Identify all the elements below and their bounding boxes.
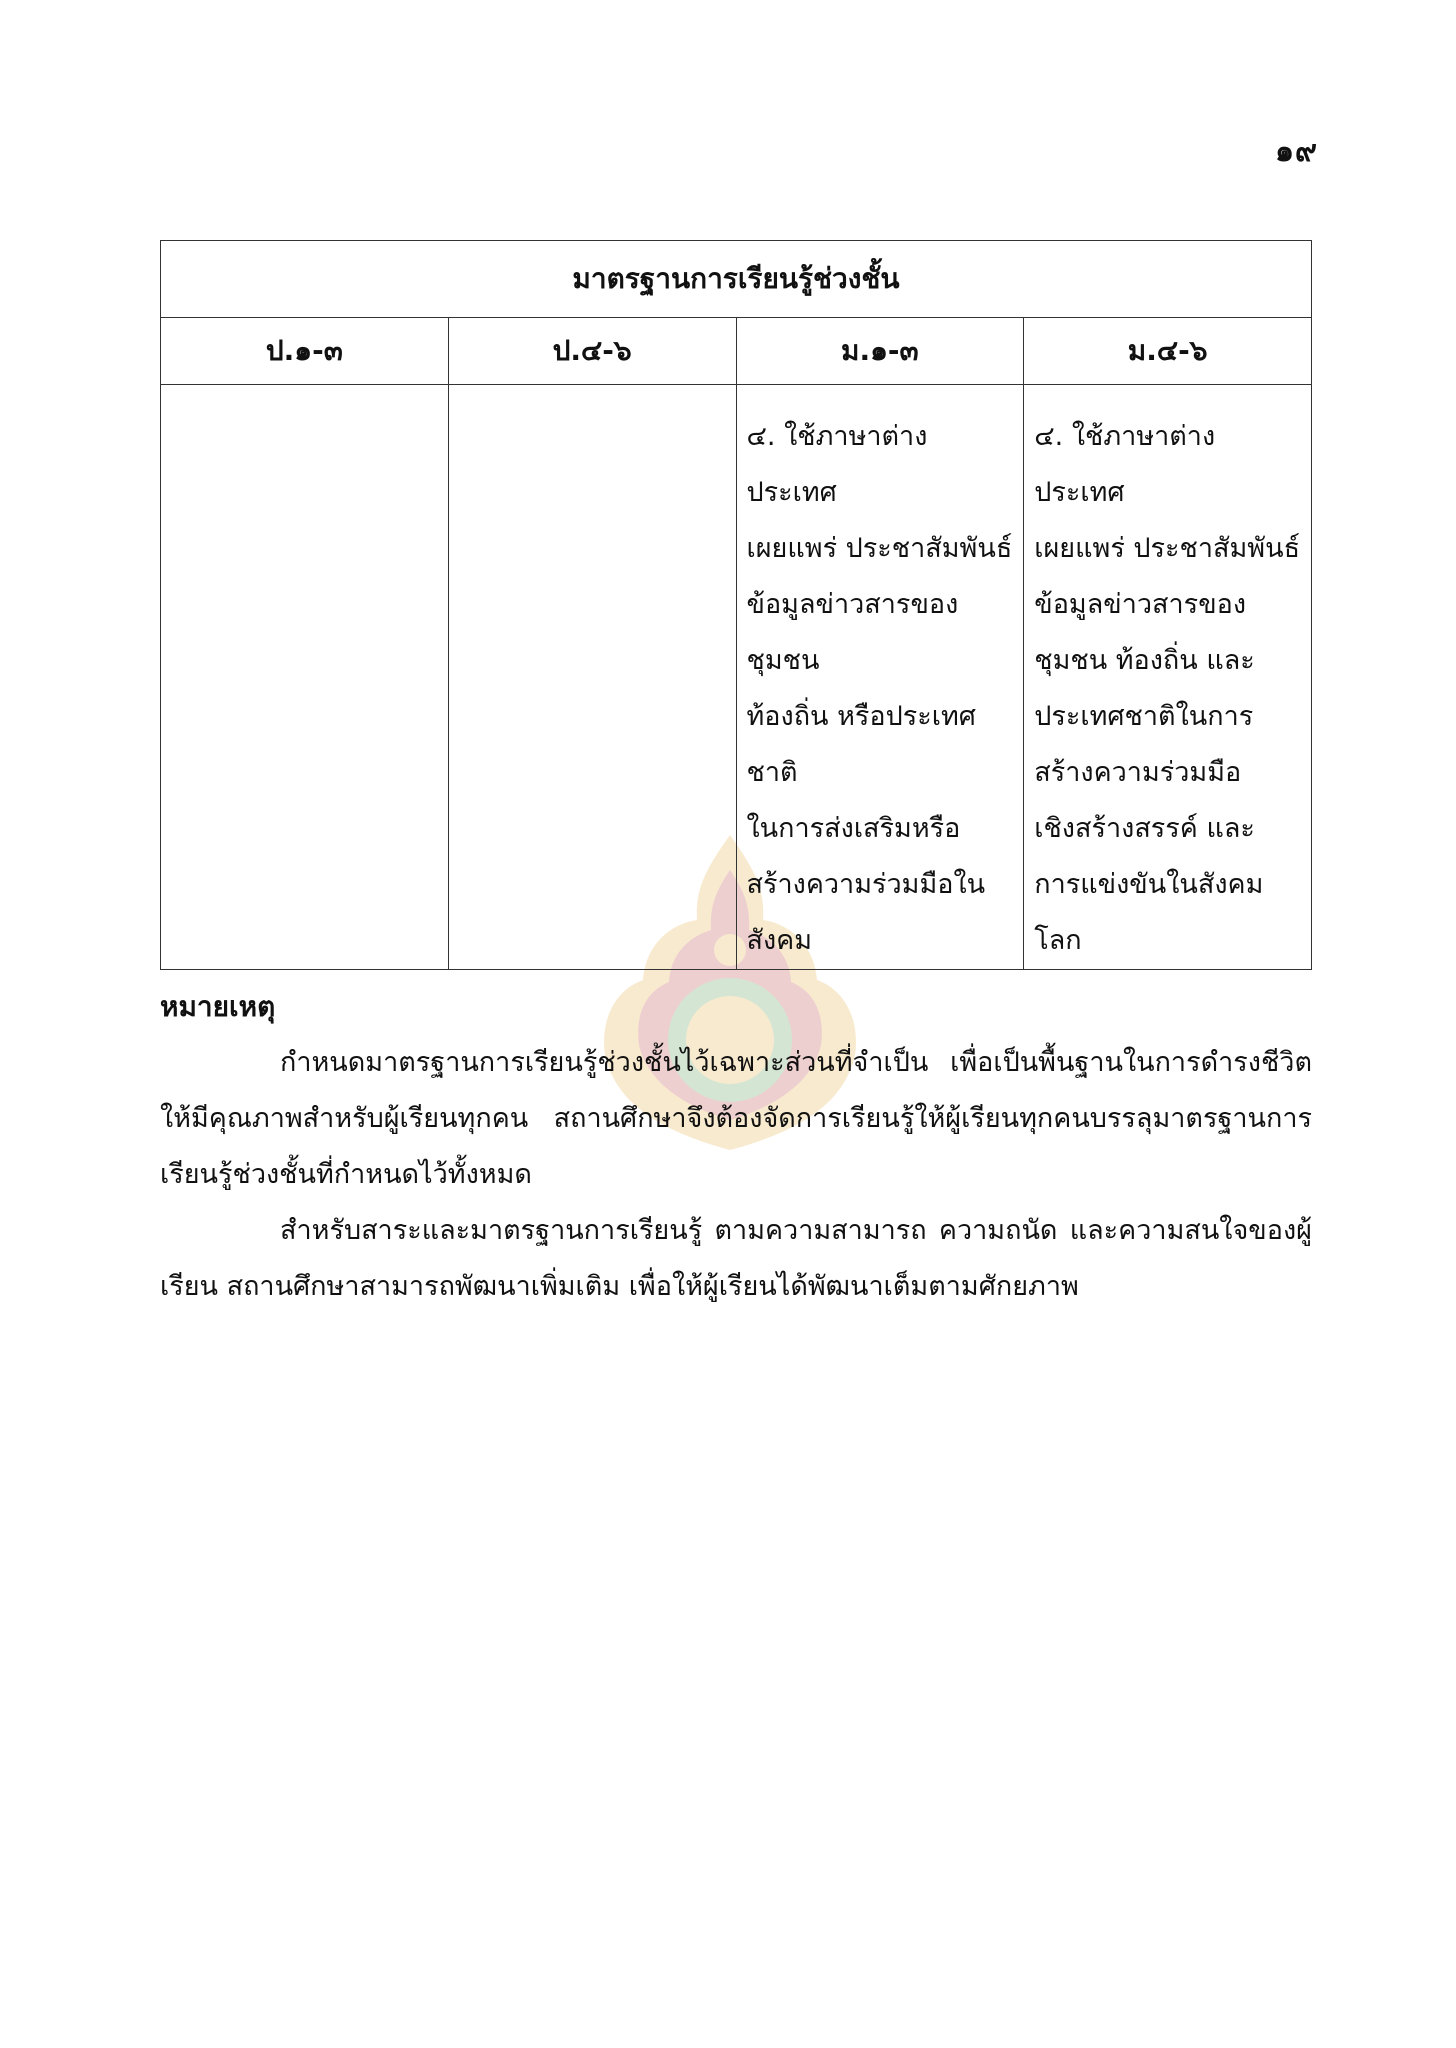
cell-text-p4-6 (449, 385, 736, 409)
cell-p4-6 (448, 385, 736, 970)
table-title: มาตรฐานการเรียนรู้ช่วงชั้น (161, 241, 1312, 318)
cell-m1-3 (736, 385, 1024, 970)
notes-paragraph-1 (160, 1035, 1312, 1203)
notes-paragraph-2 (160, 1203, 1312, 1315)
notes-heading: หมายเหตุ (160, 990, 276, 1023)
column-header-p1-3: ป.๑-๓ (161, 318, 449, 385)
page-number: ๑๙ (1274, 134, 1318, 169)
column-header-m4-6: ม.๔-๖ (1024, 318, 1312, 385)
table-row (161, 385, 1312, 970)
column-header-m1-3: ม.๑-๓ (736, 318, 1024, 385)
cell-p1-3 (161, 385, 449, 970)
notes-paragraph-2-text: สำหรับสาระและมาตรฐานการเรียนรู้ ตามความสามารถ ความถนัด และความสนใจของผู้เรียน สถานศึกษาสามารถพัฒนาเพิ่มเติม เพื่อให้ผู้เรียนได้พัฒนาเต็มตามศักยภาพ (160, 1215, 1312, 1302)
cell-text-m1-3: ๔. ใช้ภาษาต่างประเทศ เผยแพร่ ประชาสัมพันธ์ ข้อมูลข่าวสารของชุมชน ท้องถิ่น หรือประเทศชาติ ในการส่งเสริมหรือ สร้างความร่วมมือใน สังคม (746, 421, 1013, 956)
notes-paragraph-1-text: กำหนดมาตรฐานการเรียนรู้ช่วงชั้นไว้เฉพาะส่วนที่จำเป็น เพื่อเป็นพื้นฐานในการดำรงชีวิตให้มีคุณภาพสำหรับผู้เรียนทุกคน สถานศึกษาจึงต้องจัดการเรียนรู้ให้ผู้เรียนทุกคนบรรลุมาตรฐานการเรียนรู้ช่วงชั้นที่กำหนดไว้ทั้งหมด (160, 1047, 1312, 1190)
learning-standards-table (160, 240, 1312, 970)
cell-m4-6 (1024, 385, 1312, 970)
cell-text-p1-3 (161, 385, 448, 409)
column-header-p4-6: ป.๔-๖ (448, 318, 736, 385)
cell-text-m4-6: ๔. ใช้ภาษาต่างประเทศ เผยแพร่ ประชาสัมพันธ์ ข้อมูลข่าวสารของ ชุมชน ท้องถิ่น และ ประเทศชาติในการ สร้างความร่วมมือ เชิงสร้างสรรค์ และ การแข่งขันในสังคมโลก (1034, 421, 1301, 956)
